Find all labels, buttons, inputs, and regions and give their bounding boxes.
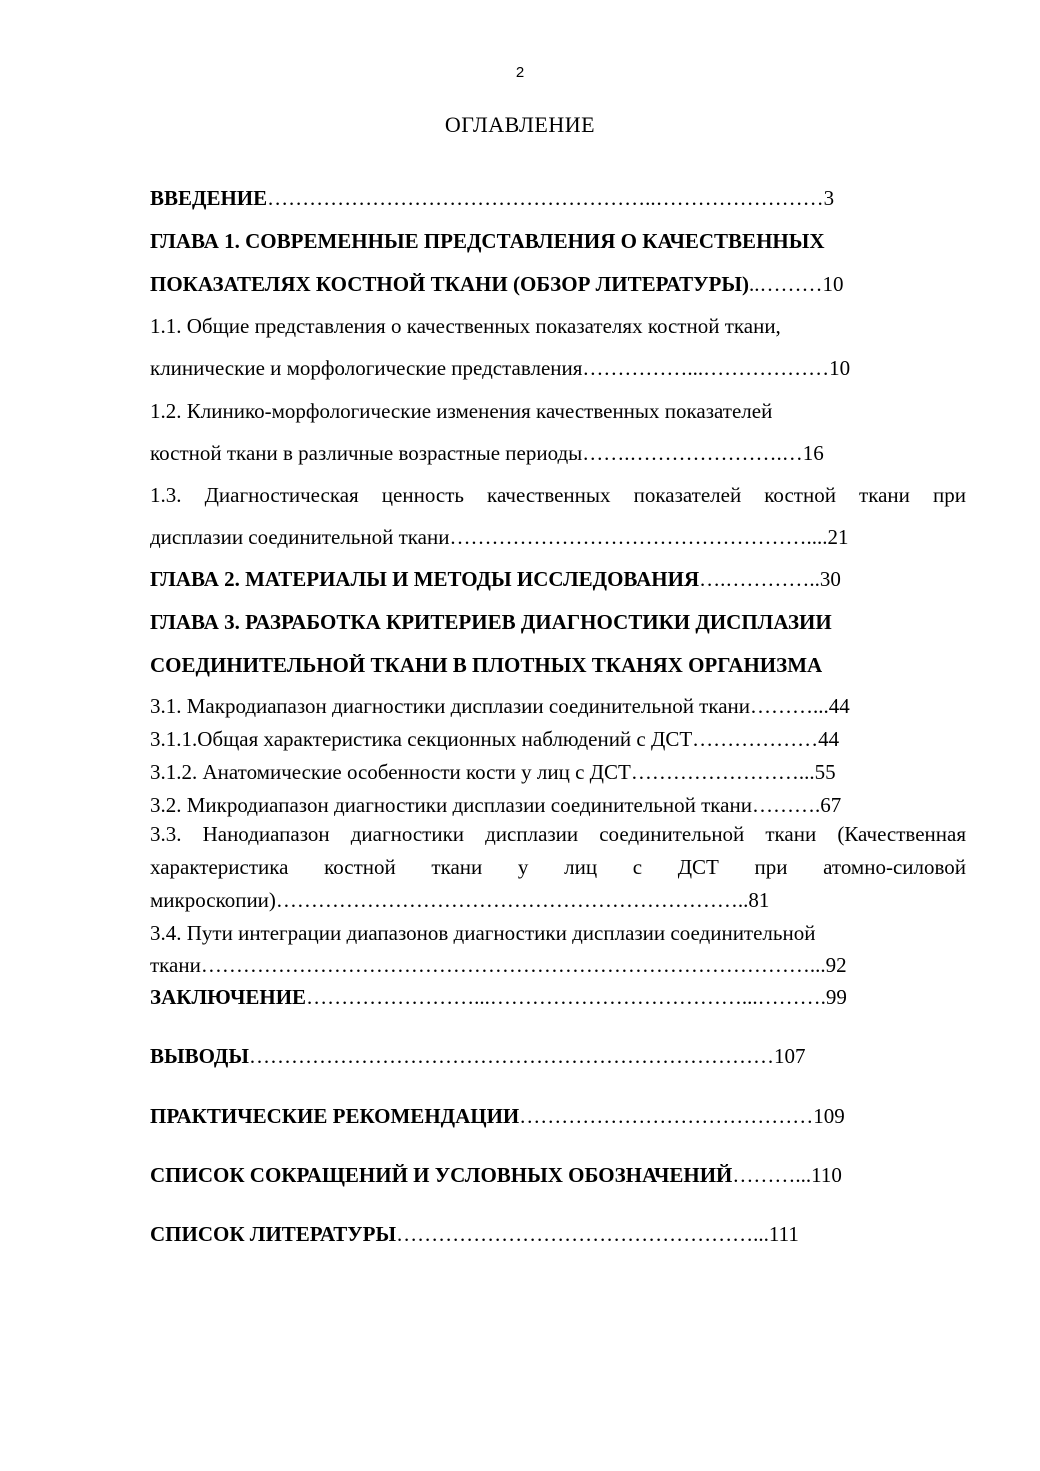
- toc-entry-conclusion: [150, 984, 966, 1010]
- page-number: 2: [515, 64, 525, 81]
- toc-entry-1-3-line1: 1.3. Диагностическая ценность качественных показателей костной ткани при: [150, 483, 966, 507]
- toc-entry-1-2-line2: костной ткани в различные возрастные периоды…….………………….…16: [150, 441, 824, 465]
- toc-entry-chapter1-line2: [150, 271, 966, 297]
- toc-entry-chapter2: [150, 566, 966, 592]
- toc-heading: ГЛАВА 2. МАТЕРИАЛЫ И МЕТОДЫ ИССЛЕДОВАНИЯ: [150, 567, 700, 591]
- toc-entry-3-2: 3.2. Микродиапазон диагностики дисплазии соединительной ткани……….67: [150, 793, 842, 817]
- toc-leader: ……………………...………………………………...……….99: [306, 985, 847, 1009]
- toc-entry-3-1-1: 3.1.1.Общая характеристика секционных наблюдений с ДСТ………………44: [150, 727, 840, 751]
- toc-heading: ПОКАЗАТЕЛЯХ КОСТНОЙ ТКАНИ (ОБЗОР ЛИТЕРАТУРЫ): [150, 272, 749, 296]
- toc-entry-1-3-line2: дисплазии соединительной ткани……………………………………………....21: [150, 525, 849, 549]
- toc-leader: ……………………………………109: [519, 1104, 845, 1128]
- toc-entry-intro: [150, 185, 966, 211]
- toc-entry-chapter3-line2: СОЕДИНИТЕЛЬНОЙ ТКАНИ В ПЛОТНЫХ ТКАНЯХ ОРГАНИЗМА: [150, 653, 823, 677]
- toc-entry-references: [150, 1221, 966, 1247]
- toc-entry-3-1-2: 3.1.2. Анатомические особенности кости у лиц с ДСТ……………………...55: [150, 760, 836, 784]
- toc-entry-recommendations: [150, 1103, 966, 1129]
- toc-entry-findings: [150, 1043, 966, 1069]
- toc-entry-chapter3-line1: ГЛАВА 3. РАЗРАБОТКА КРИТЕРИЕВ ДИАГНОСТИКИ ДИСПЛАЗИИ: [150, 610, 832, 634]
- toc-leader: ….…………..30: [699, 567, 841, 591]
- toc-heading: СПИСОК СОКРАЩЕНИЙ И УСЛОВНЫХ ОБОЗНАЧЕНИЙ: [150, 1163, 733, 1187]
- toc-entry-3-1: 3.1. Макродиапазон диагностики дисплазии соединительной ткани………...44: [150, 694, 850, 718]
- toc-entry-3-4-line1: 3.4. Пути интеграции диапазонов диагностики дисплазии соединительной: [150, 921, 816, 945]
- toc-title: ОГЛАВЛЕНИЕ: [444, 112, 596, 137]
- toc-leader: ..………10: [748, 272, 844, 296]
- toc-leader: ………………………………………………..……………………3: [267, 186, 835, 210]
- toc-leader: ………...110: [732, 1163, 842, 1187]
- toc-entry-1-1-line2: клинические и морфологические представления……………...………………10: [150, 356, 851, 380]
- toc-heading: ПРАКТИЧЕСКИЕ РЕКОМЕНДАЦИИ: [150, 1104, 520, 1128]
- toc-entry-abbreviations: [150, 1162, 966, 1188]
- toc-entry-chapter1-line1: ГЛАВА 1. СОВРЕМЕННЫЕ ПРЕДСТАВЛЕНИЯ О КАЧЕСТВЕННЫХ: [150, 229, 825, 253]
- toc-leader: ……………………………………………...111: [396, 1222, 799, 1246]
- toc-heading: ВЫВОДЫ: [150, 1044, 249, 1068]
- toc-heading: ЗАКЛЮЧЕНИЕ: [150, 985, 307, 1009]
- toc-entry-1-2-line1: 1.2. Клинико-морфологические изменения качественных показателей: [150, 399, 773, 423]
- toc-heading: ВВЕДЕНИЕ: [150, 186, 268, 210]
- toc-heading: СПИСОК ЛИТЕРАТУРЫ: [150, 1222, 397, 1246]
- toc-entry-1-1-line1: 1.1. Общие представления о качественных показателях костной ткани,: [150, 314, 781, 338]
- toc-entry-3-3: 3.3. Нанодиапазон диагностики дисплазии соединительной ткани (Качественная характеристика костной ткани у лиц с ДСТ при атомно-силовой микроскопии)…………………………………………………………..81: [150, 822, 966, 912]
- toc-leader: …………………………………………………………………107: [249, 1044, 806, 1068]
- toc-entry-3-4-line2: ткани……………………………………………………………………………...92: [150, 953, 847, 977]
